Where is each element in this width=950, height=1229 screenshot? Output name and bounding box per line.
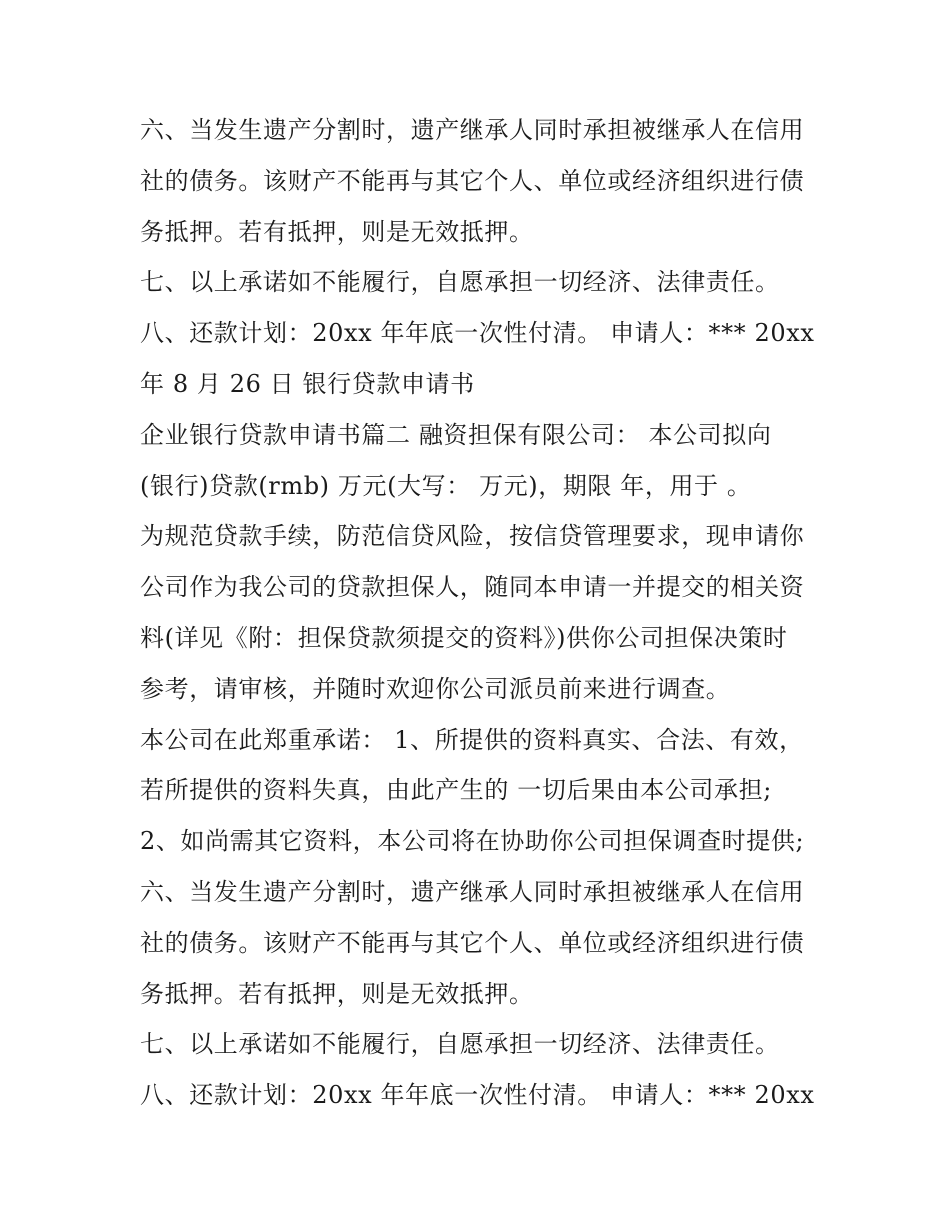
- text-line: 料(详见《附：担保贷款须提交的资料》)供你公司担保决策时: [140, 623, 788, 652]
- text-line: 参考，请审核，并随时欢迎你公司派员前来进行调查。: [140, 674, 731, 703]
- text-line: 七、以上承诺如不能履行，自愿承担一切经济、法律责任。: [140, 1030, 780, 1059]
- text-line: 务抵押。若有抵押，则是无效抵押。: [140, 979, 534, 1008]
- text-line: 年 8 月 26 日 银行贷款申请书: [140, 369, 475, 398]
- text-line: 若所提供的资料失真，由此产生的 一切后果由本公司承担;: [140, 776, 772, 805]
- text-line: 本公司在此郑重承诺： 1、所提供的资料真实、合法、有效，: [140, 725, 804, 754]
- text-line: 社的债务。该财产不能再与其它个人、单位或经济组织进行债: [140, 166, 805, 195]
- text-line: 务抵押。若有抵押，则是无效抵押。: [140, 217, 534, 246]
- text-line: 八、还款计划：20xx 年年底一次性付清。 申请人：*** 20xx: [140, 1081, 815, 1110]
- text-line: 企业银行贷款申请书篇二 融资担保有限公司： 本公司拟向: [140, 420, 772, 449]
- text-line: 为规范贷款手续，防范信贷风险，按信贷管理要求，现申请你: [140, 522, 805, 551]
- text-line: 公司作为我公司的贷款担保人，随同本申请一并提交的相关资: [140, 573, 805, 602]
- document-body: [140, 114, 815, 1130]
- text-line: (银行)贷款(rmb) 万元(大写： 万元)，期限 年，用于 。: [140, 471, 752, 500]
- text-line: 社的债务。该财产不能再与其它个人、单位或经济组织进行债: [140, 928, 805, 957]
- text-line: 七、以上承诺如不能履行，自愿承担一切经济、法律责任。: [140, 268, 780, 297]
- text-line: 六、当发生遗产分割时，遗产继承人同时承担被继承人在信用: [140, 877, 805, 906]
- text-line: 2、如尚需其它资料，本公司将在协助你公司担保调查时提供;: [140, 827, 805, 856]
- text-line: 六、当发生遗产分割时，遗产继承人同时承担被继承人在信用: [140, 116, 805, 144]
- text-line: 八、还款计划：20xx 年年底一次性付清。 申请人：*** 20xx: [140, 319, 815, 348]
